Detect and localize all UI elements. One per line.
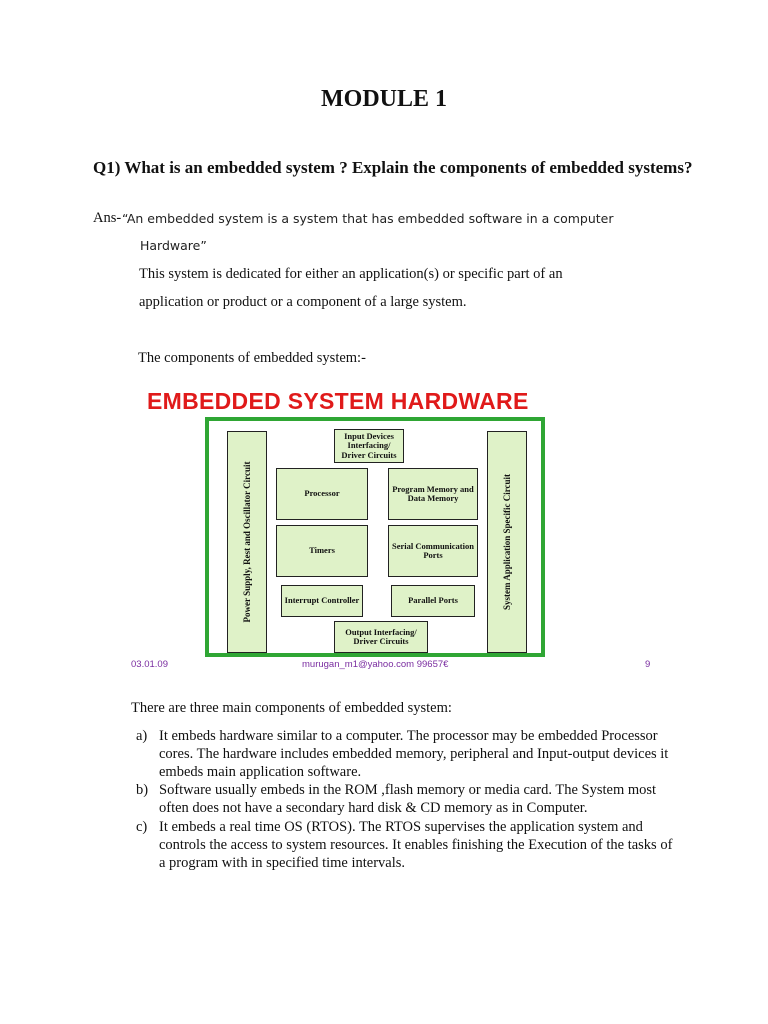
components-heading: The components of embedded system:- [138, 350, 366, 366]
timers-block: Timers [276, 525, 368, 577]
diagram-footer-page: 9 [645, 659, 651, 670]
description-line-1: This system is dedicated for either an application(s) or specific part of an [139, 266, 563, 282]
list-item [136, 728, 676, 781]
hardware-diagram [205, 417, 545, 657]
components-list [136, 728, 676, 873]
input-interfacing-block: Input Devices Interfacing/ Driver Circuits [334, 429, 404, 463]
description-line-2: application or product or a component of a large system. [139, 294, 467, 310]
question-heading: Q1) What is an embedded system ? Explain the components of embedded systems? [93, 158, 693, 177]
processor-block: Processor [276, 468, 368, 520]
definition-quote-line-2: Hardware” [140, 238, 207, 253]
list-item-marker: a) [136, 728, 148, 744]
list-item [136, 782, 676, 818]
list-item-text: Software usually embeds in the ROM ,flash memory or media card. The System most often does not have a secondary hard disk & CD memory as in Computer. [159, 782, 657, 817]
memory-block: Program Memory and Data Memory [388, 468, 478, 520]
list-item [136, 819, 676, 872]
list-item-marker: b) [136, 782, 149, 799]
output-interfacing-block: Output Interfacing/ Driver Circuits [334, 621, 428, 653]
page-title: MODULE 1 [321, 86, 447, 112]
power-supply-bar [227, 431, 267, 653]
application-circuit-bar [487, 431, 527, 653]
three-components-intro: There are three main components of embedded system: [131, 700, 452, 716]
answer-prefix: Ans- [93, 210, 122, 226]
list-item-text: It embeds a real time OS (RTOS). The RTOS supervises the application system and controls the access to system resources. It enables finishing the Execution of the tasks of a program with in specified time intervals. [159, 818, 673, 871]
parallel-ports-block: Parallel Ports [391, 585, 475, 617]
diagram-footer-email: murugan_m1@yahoo.com 99657€ [302, 659, 449, 670]
diagram-footer-date: 03.01.09 [131, 659, 168, 670]
list-item-text: It embeds hardware similar to a computer. The processor may be embedded Processor cores. The hardware includes embedded memory, peripheral and Input-output devices it embeds main application software. [159, 728, 669, 780]
diagram-title: EMBEDDED SYSTEM HARDWARE [147, 388, 529, 414]
application-circuit-label: System Application Specific Circuit [502, 473, 512, 611]
power-supply-label: Power Supply, Rest and Oscillator Circuit [242, 461, 252, 623]
serial-ports-block: Serial Communication Ports [388, 525, 478, 577]
interrupt-controller-block: Interrupt Controller [281, 585, 363, 617]
definition-quote-line-1: “An embedded system is a system that has embedded software in a computer [122, 211, 614, 226]
list-item-marker: c) [136, 818, 148, 835]
